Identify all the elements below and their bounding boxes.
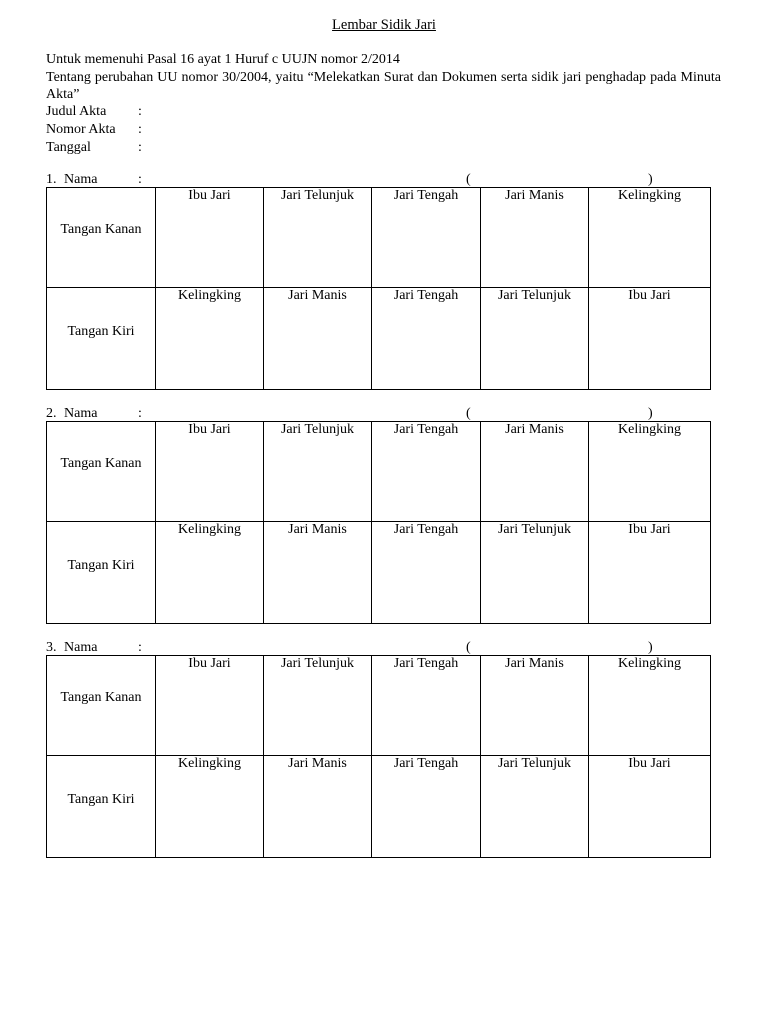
finger-cell: Jari Manis	[264, 756, 372, 858]
finger-cell: Ibu Jari	[589, 288, 711, 390]
finger-cell: Ibu Jari	[589, 522, 711, 624]
finger-cell: Jari Tengah	[372, 422, 481, 522]
hand-label-cell	[47, 288, 156, 390]
section-number: 1.	[46, 172, 57, 187]
finger-cell: Jari Tengah	[372, 288, 481, 390]
hand-label-cell	[47, 656, 156, 756]
finger-cell: Ibu Jari	[156, 188, 264, 288]
finger-cell: Jari Manis	[264, 288, 372, 390]
field-colon: :	[138, 122, 142, 137]
finger-cell: Jari Manis	[481, 422, 589, 522]
finger-cell: Jari Manis	[264, 522, 372, 624]
finger-cell: Ibu Jari	[589, 756, 711, 858]
field-nomor-akta	[46, 121, 142, 139]
fingerprint-section-2	[46, 406, 710, 624]
finger-cell: Ibu Jari	[156, 422, 264, 522]
nama-colon: :	[138, 406, 142, 421]
nama-line	[46, 172, 710, 187]
finger-cell: Kelingking	[156, 756, 264, 858]
fingerprint-section-3	[46, 640, 710, 858]
finger-cell: Jari Manis	[481, 188, 589, 288]
left-hand-row	[47, 288, 711, 390]
finger-cell: Kelingking	[156, 288, 264, 390]
fingerprint-table	[46, 421, 711, 624]
close-paren: )	[648, 172, 653, 187]
finger-cell: Jari Telunjuk	[264, 422, 372, 522]
right-hand-label: Tangan Kanan	[60, 455, 142, 471]
finger-cell: Kelingking	[156, 522, 264, 624]
field-judul-akta	[46, 103, 142, 121]
close-paren: )	[648, 406, 653, 421]
section-number: 3.	[46, 640, 57, 655]
nama-line	[46, 406, 710, 421]
finger-cell: Jari Telunjuk	[264, 188, 372, 288]
left-hand-label: Tangan Kiri	[67, 557, 135, 573]
field-colon: :	[138, 140, 142, 155]
hand-label-cell	[47, 188, 156, 288]
fingerprint-table	[46, 655, 711, 858]
left-hand-row	[47, 522, 711, 624]
right-hand-row	[47, 188, 711, 288]
nama-line	[46, 640, 710, 655]
left-hand-label: Tangan Kiri	[67, 323, 135, 339]
finger-cell: Ibu Jari	[156, 656, 264, 756]
field-label: Tanggal	[46, 140, 91, 155]
open-paren: (	[466, 640, 471, 655]
finger-cell: Jari Telunjuk	[264, 656, 372, 756]
right-hand-label: Tangan Kanan	[60, 221, 142, 237]
nama-label: Nama	[64, 640, 98, 655]
finger-cell: Jari Telunjuk	[481, 756, 589, 858]
hand-label-cell	[47, 522, 156, 624]
close-paren: )	[648, 640, 653, 655]
finger-cell: Jari Tengah	[372, 188, 481, 288]
finger-cell: Jari Telunjuk	[481, 522, 589, 624]
field-colon: :	[138, 104, 142, 119]
page-title: Lembar Sidik Jari	[332, 17, 436, 33]
intro-line-2: Tentang perubahan UU nomor 30/2004, yaitu “Melekatkan Surat dan Dokumen serta sidik jari penghadap pada Minuta Akta”	[46, 69, 721, 102]
field-label: Nomor Akta	[46, 122, 116, 137]
section-number: 2.	[46, 406, 57, 421]
finger-cell: Jari Tengah	[372, 522, 481, 624]
open-paren: (	[466, 406, 471, 421]
open-paren: (	[466, 172, 471, 187]
nama-colon: :	[138, 172, 142, 187]
left-hand-label: Tangan Kiri	[67, 791, 135, 807]
field-label: Judul Akta	[46, 104, 107, 119]
nama-label: Nama	[64, 172, 98, 187]
hand-label-cell	[47, 756, 156, 858]
fingerprint-table	[46, 187, 711, 390]
left-hand-row	[47, 756, 711, 858]
finger-cell: Kelingking	[589, 422, 711, 522]
finger-cell: Jari Telunjuk	[481, 288, 589, 390]
intro-text	[46, 51, 721, 104]
finger-cell: Jari Tengah	[372, 656, 481, 756]
nama-colon: :	[138, 640, 142, 655]
finger-cell: Kelingking	[589, 656, 711, 756]
finger-cell: Jari Manis	[481, 656, 589, 756]
nama-label: Nama	[64, 406, 98, 421]
right-hand-label: Tangan Kanan	[60, 689, 142, 705]
right-hand-row	[47, 422, 711, 522]
finger-cell: Jari Tengah	[372, 756, 481, 858]
field-tanggal	[46, 139, 142, 157]
finger-cell: Kelingking	[589, 188, 711, 288]
fingerprint-section-1	[46, 172, 710, 390]
right-hand-row	[47, 656, 711, 756]
intro-line-1: Untuk memenuhi Pasal 16 ayat 1 Huruf c UUJN nomor 2/2014	[46, 52, 400, 67]
hand-label-cell	[47, 422, 156, 522]
